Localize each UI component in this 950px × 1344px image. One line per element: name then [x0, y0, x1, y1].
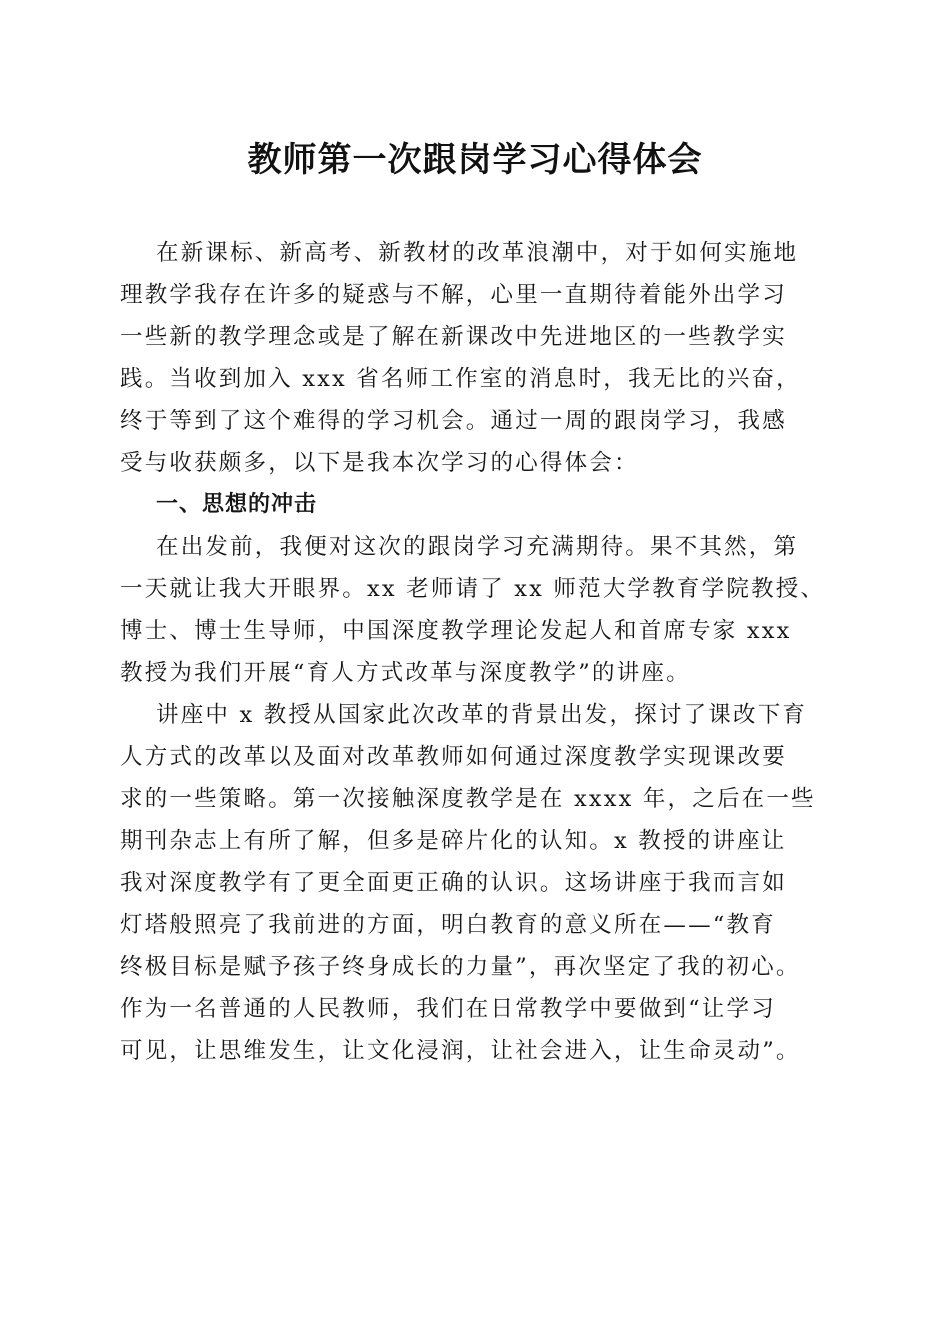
paragraph-line: 理教学我存在许多的疑惑与不解，心里一直期待着能外出学习 [120, 282, 787, 308]
paragraph-line: 可见，让思维发生，让文化浸润，让社会进入，让生命灵动”。 [120, 1038, 801, 1064]
paragraph-line: 受与收获颇多，以下是我本次学习的心得体会： [120, 450, 639, 476]
paragraph-line: 博士、博士生导师，中国深度教学理论发起人和首席专家 xxx [120, 618, 792, 644]
paragraph-line: 终极目标是赋予孩子终身成长的力量”，再次坚定了我的初心。 [120, 954, 801, 980]
paragraph-line: 作为一名普通的人民教师，我们在日常教学中要做到“让学习 [120, 996, 776, 1022]
paragraph-line: 求的一些策略。第一次接触深度教学是在 xxxx 年，之后在一些 [120, 786, 816, 812]
paragraph-line: 我对深度教学有了更全面更正确的认识。这场讲座于我而言如 [120, 870, 787, 896]
paragraph-line: 在出发前，我便对这次的跟岗学习充满期待。果不其然，第 [156, 534, 799, 560]
paragraph-line: 践。当收到加入 xxx 省名师工作室的消息时，我无比的兴奋， [120, 366, 801, 392]
document-title: 教师第一次跟岗学习心得体会 [247, 140, 703, 180]
paragraph-line: 人方式的改革以及面对改革教师如何通过深度教学实现课改要 [120, 744, 787, 770]
paragraph-line: 讲座中 x 教授从国家此次改革的背景出发，探讨了课改下育 [156, 702, 808, 728]
paragraph-line: 在新课标、新高考、新教材的改革浪潮中，对于如何实施地 [156, 240, 799, 266]
paragraph-line: 灯塔般照亮了我前进的方面，明白教育的意义所在——“教育 [120, 912, 776, 938]
paragraph-line: 终于等到了这个难得的学习机会。通过一周的跟岗学习，我感 [120, 408, 787, 434]
paragraph-line: 期刊杂志上有所了解，但多是碎片化的认知。x 教授的讲座让 [120, 828, 787, 854]
paragraph-line: 教授为我们开展“育人方式改革与深度教学”的讲座。 [120, 660, 691, 686]
paragraph-line: 一些新的教学理念或是了解在新课改中先进地区的一些教学实 [120, 324, 787, 350]
section-heading: 一、思想的冲击 [156, 492, 318, 517]
paragraph-line: 一天就让我大开眼界。xx 老师请了 xx 师范大学教育学院教授、 [120, 576, 826, 602]
document-body [120, 232, 832, 1072]
